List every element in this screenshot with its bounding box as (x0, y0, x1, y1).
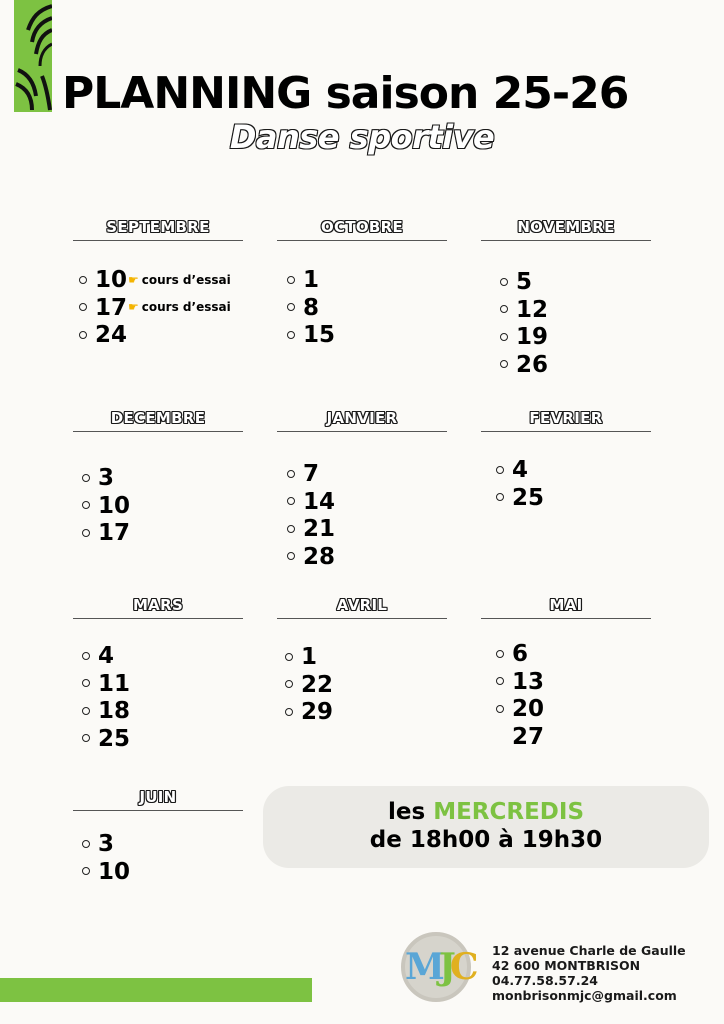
decorative-stripes (14, 0, 52, 112)
list-item: 10 (82, 492, 130, 520)
month-heading: NOVEMBRE (517, 218, 615, 236)
month-september (73, 216, 243, 241)
bullet-icon (82, 474, 90, 482)
month-february (481, 407, 651, 432)
list-item: 13 (496, 668, 544, 696)
month-april (277, 594, 447, 619)
bullet-icon (82, 707, 90, 715)
schedule-day: MERCREDIS (433, 799, 585, 825)
contact-block (492, 943, 686, 1003)
schedule-box (263, 786, 709, 868)
divider (277, 431, 447, 432)
list-item: 18 (82, 697, 130, 725)
date-list-june (82, 830, 130, 885)
list-item: 10 (82, 858, 130, 886)
divider (481, 240, 651, 241)
divider (73, 810, 243, 811)
date-list-january (287, 460, 335, 570)
list-item: 10☛ cours d’essai (79, 266, 231, 294)
decorative-bar (0, 978, 312, 1002)
month-heading: DECEMBRE (110, 409, 206, 427)
list-item: 12 (500, 296, 548, 324)
month-june (73, 786, 243, 811)
month-october (277, 216, 447, 241)
list-item: 22 (285, 671, 333, 699)
month-heading: MAI (549, 596, 583, 614)
month-january (277, 407, 447, 432)
list-item: 25 (82, 725, 130, 753)
bullet-icon (500, 360, 508, 368)
date-list-october (287, 266, 335, 349)
divider (73, 431, 243, 432)
list-item: 26 (500, 351, 548, 379)
list-item: 1 (287, 266, 335, 294)
list-item: 4 (496, 456, 544, 484)
contact-city: 42 600 MONTBRISON (492, 958, 641, 973)
month-november (481, 216, 651, 241)
contact-street: 12 avenue Charle de Gaulle (492, 943, 686, 958)
month-heading: JUIN (139, 788, 177, 806)
list-item: 20 (496, 695, 544, 723)
subtitle-text: Danse sportive (229, 118, 495, 156)
divider (277, 240, 447, 241)
date-list-december (82, 464, 130, 547)
bullet-icon (82, 840, 90, 848)
bullet-icon (496, 705, 504, 713)
month-may (481, 594, 651, 619)
month-heading: MARS (132, 596, 184, 614)
divider (481, 618, 651, 619)
bullet-icon (285, 680, 293, 688)
list-item: 29 (285, 698, 333, 726)
contact-phone: 04.77.58.57.24 (492, 973, 598, 988)
month-heading: OCTOBRE (320, 218, 404, 236)
month-december (73, 407, 243, 432)
divider (277, 618, 447, 619)
contact-email: monbrisonmjc@gmail.com (492, 988, 677, 1003)
bullet-icon (287, 331, 295, 339)
list-item: 19 (500, 323, 548, 351)
date-list-september (79, 266, 231, 349)
list-item: 8 (287, 294, 335, 322)
month-heading: JANVIER (326, 409, 398, 427)
bullet-icon (82, 679, 90, 687)
date-list-march (82, 642, 130, 752)
bullet-icon (82, 529, 90, 537)
bullet-icon (82, 867, 90, 875)
divider (73, 240, 243, 241)
month-heading: FEVRIER (529, 409, 603, 427)
date-list-april (285, 643, 333, 726)
divider (481, 431, 651, 432)
list-item: 15 (287, 321, 335, 349)
month-heading: AVRIL (336, 596, 388, 614)
divider (73, 618, 243, 619)
list-item: 21 (287, 515, 335, 543)
list-item: 27 (512, 723, 545, 750)
bullet-icon (500, 278, 508, 286)
bullet-icon (79, 276, 87, 284)
date-list-may (496, 640, 544, 750)
bullet-icon (287, 552, 295, 560)
bullet-icon (79, 331, 87, 339)
list-item: 17 (82, 519, 130, 547)
list-item: 7 (287, 460, 335, 488)
logo-letters: MJC (405, 946, 473, 988)
list-item: 5 (500, 268, 548, 296)
schedule-day-line: les MERCREDIS (387, 799, 585, 825)
list-item: 28 (287, 543, 335, 571)
bullet-icon (82, 652, 90, 660)
bullet-icon (287, 525, 295, 533)
list-item: 1 (285, 643, 333, 671)
bullet-icon (285, 708, 293, 716)
pointing-hand-icon: ☛ (128, 272, 139, 287)
bullet-icon (496, 677, 504, 685)
bullet-icon (285, 653, 293, 661)
list-item: 17☛ cours d’essai (79, 294, 231, 322)
date-list-february (496, 456, 544, 511)
bullet-icon (82, 501, 90, 509)
list-item: 3 (82, 464, 130, 492)
bullet-icon (79, 303, 87, 311)
list-item: 3 (82, 830, 130, 858)
pointing-hand-icon: ☛ (128, 300, 139, 315)
bullet-icon (287, 276, 295, 284)
schedule-hours: de 18h00 à 19h30 (369, 827, 603, 853)
list-item: 25 (496, 484, 544, 512)
list-item: 24 (79, 321, 231, 349)
bullet-icon (287, 470, 295, 478)
bullet-icon (496, 650, 504, 658)
month-march (73, 594, 243, 619)
list-item: 14 (287, 488, 335, 516)
bullet-icon (500, 333, 508, 341)
list-item: 6 (496, 640, 544, 668)
date-list-november (500, 268, 548, 378)
page-subtitle (0, 118, 724, 156)
bullet-icon (496, 493, 504, 501)
bullet-icon (496, 466, 504, 474)
bullet-icon (287, 497, 295, 505)
bullet-icon (82, 734, 90, 742)
list-item: 4 (82, 642, 130, 670)
bullet-icon (500, 305, 508, 313)
month-heading: SEPTEMBRE (106, 218, 210, 236)
bullet-icon (287, 303, 295, 311)
list-item: 11 (82, 670, 130, 698)
mjc-logo (401, 932, 471, 1002)
page-title: PLANNING saison 25-26 (62, 68, 629, 119)
